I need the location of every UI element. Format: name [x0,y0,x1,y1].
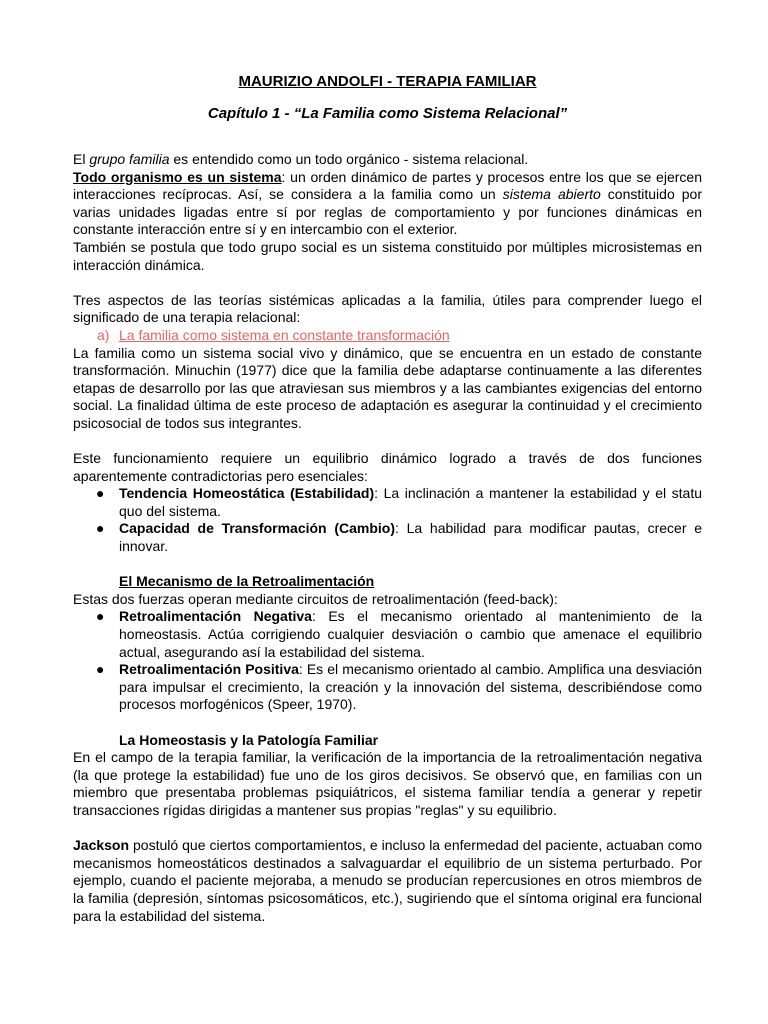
bullet-icon: ● [96,608,105,625]
section-a-text: La familia como un sistema social vivo y dinámico, que se encuentra en un estado de constante transformación. Minuchin (1977) dice que la familia debe adaptarse continuamente a las diferentes etapas de desarrollo por las que atraviesan sus miembros y a las cambiantes exigencias del entorno social. La finalidad última de este proceso de adaptación es asegurar la continuidad y el crecimiento psicosocial de todos sus integrantes. [73,344,702,431]
intro-text: : un orden dinámico de partes y procesos entre los que se ejercen interacciones recíprocas. Así, se considera a la familia como un [73,168,702,203]
intro-text: es entendido como un todo orgánico - sistema relacional. [169,151,529,167]
intro-paragraph-2 [73,169,702,239]
jackson-name: Jackson [73,837,130,854]
system-definition-term: Todo organismo es un sistema [73,168,282,185]
bullet-icon: ● [96,485,105,502]
intro-paragraph-1 [73,151,702,169]
homeostasis-heading: La Homeostasis y la Patología Familiar [119,731,379,748]
bullet-icon: ● [96,520,105,537]
intro-text: El [73,151,90,167]
list-item-term: Retroalimentación Positiva [119,661,299,678]
feedback-intro: Estas dos fuerzas operan mediante circuitos de retroalimentación (feed-back): [73,590,558,607]
intro-italic-term: grupo familia [89,151,170,167]
open-system-term: sistema abierto [502,186,601,203]
list-item [73,661,702,714]
document-body [73,72,702,925]
list-item-text: : La habilidad para modificar pautas, crecer e innovar. [119,520,702,555]
functions-list [73,485,702,555]
list-item-text: : Es el mecanismo orientado al mantenimiento de la homeostasis. Actúa corrigiendo cualquier desviación o cambio que amenace el equilibrio actual, asegurando así la estabilidad del sistema. [119,608,702,660]
list-item-term: Retroalimentación Negativa [119,608,312,625]
feedback-list [73,608,702,714]
list-item [73,485,702,520]
section-a-label: a) [97,326,110,343]
bullet-icon: ● [96,661,105,678]
list-item [73,520,702,555]
jackson-paragraph [73,837,702,925]
functions-intro: Este funcionamiento requiere un equilibrio dinámico logrado a través de dos funciones aparentemente contradictorias pero esenciales: [73,450,702,484]
intro-paragraph-3: También se postula que todo grupo social es un sistema constituido por múltiples microsistemas en interacción dinámica. [73,238,702,273]
jackson-text: postuló que ciertos comportamientos, e incluso la enfermedad del paciente, actuaban como mecanismos homeostáticos destinados a salvaguardar el equilibrio de un sistema perturbado. Por ejemplo, cuando el paciente mejoraba, a menudo se producían repercusiones en otros miembros de la familia (depresión, síntomas psicosomáticos, etc.), sugiriendo que el síntoma original era funcional para la estabilidad del sistema. [73,837,702,924]
section-a-title: La familia como sistema en constante transformación [119,326,450,343]
list-item-term: Tendencia Homeostática (Estabilidad) [119,485,375,502]
list-item-text: : La inclinación a mantener la estabilidad y el statu quo del sistema. [119,485,703,519]
chapter-subtitle: Capítulo 1 - “La Familia como Sistema Relacional” [207,105,568,122]
homeostasis-text: En el campo de la terapia familiar, la verificación de la importancia de la retroalimentación negativa (la que protege la estabilidad) fue uno de los giros decisivos. Se observó que, en familias con un miembro que presentaba problemas psiquiátricos, el sistema familiar tendía a generar y repetir transacciones rígidas dirigidas a mantener sus propias "reglas" y su equilibrio. [73,749,702,818]
feedback-heading: El Mecanismo de la Retroalimentación [119,573,375,590]
section-a-heading [97,327,702,345]
intro-text: constituido por varias unidades ligadas entre sí por reglas de comportamiento y por funciones dinámicas en constante interacción entre sí y en intercambio con el exterior. [73,186,702,238]
aspects-intro: Tres aspectos de las teorías sistémicas aplicadas a la familia, útiles para comprender luego el significado de una terapia relacional: [73,291,702,326]
list-item [73,608,702,661]
list-item-text: : Es el mecanismo orientado al cambio. Amplifica una desviación para impulsar el crecimiento, la creación y la innovación del sistema, describiéndose como procesos morfogénicos (Speer, 1970). [119,661,702,713]
list-item-term: Capacidad de Transformación (Cambio) [119,520,395,537]
document-title: MAURIZIO ANDOLFI - TERAPIA FAMILIAR [238,73,537,90]
